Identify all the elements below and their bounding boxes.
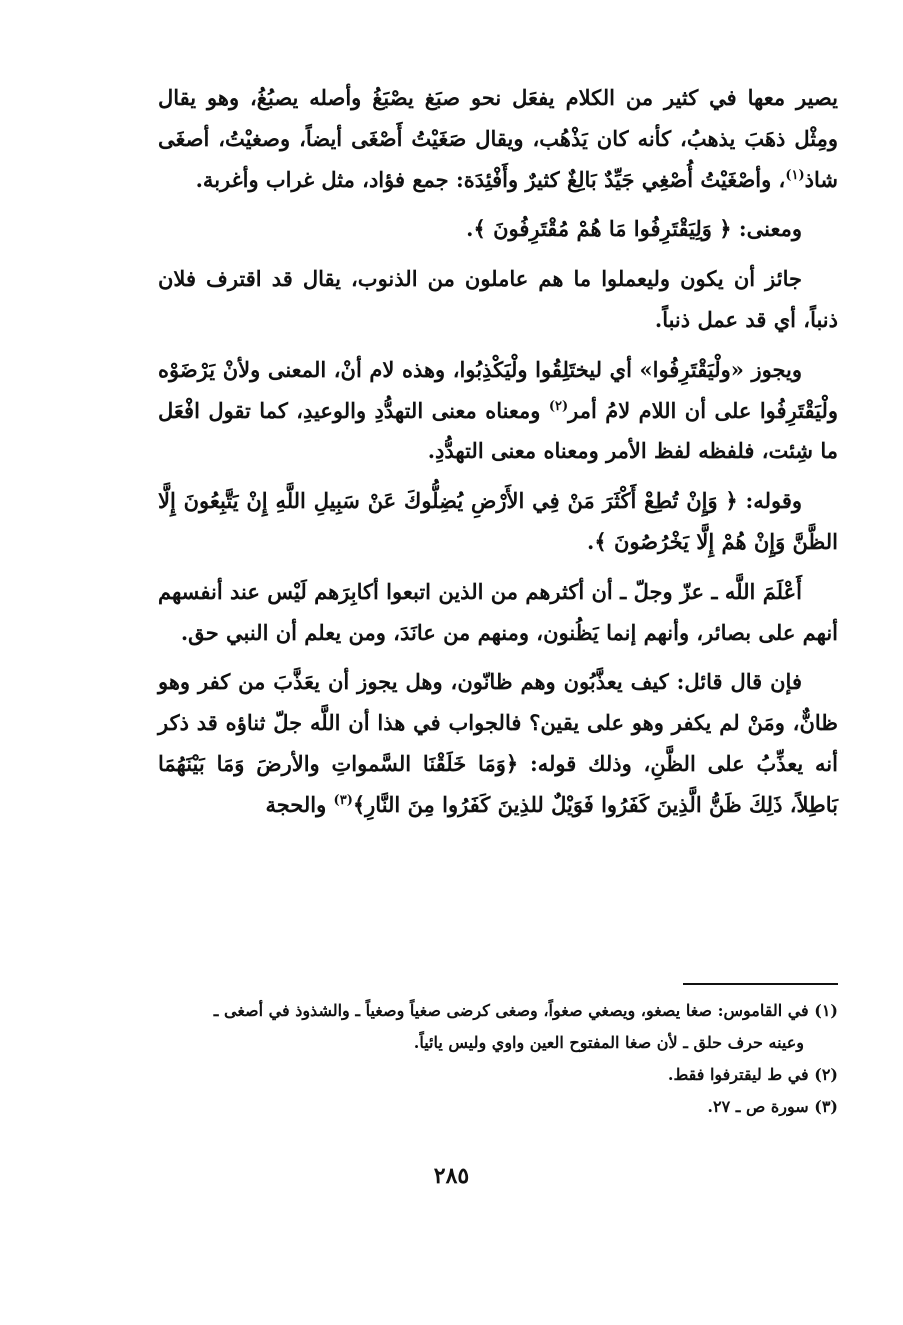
footnote-ref-2[interactable]: (٢) (548, 398, 569, 414)
paragraph-2: ومعنى: ﴿ وَلِيَقْتَرِفُوا مَا هُمْ مُقْتَرِفُونَ ﴾. (466, 216, 802, 242)
footnotes (158, 995, 838, 1123)
paragraph-7: فإن قال قائل: كيف يعذَّبُون وهم ظانّون، وهل يجوز أن يعَذَّبَ من كفر وهو ظانٌّ، ومَنْ لم يكفر وهو على يقين؟ فالجواب في هذا أن اللَّه جلّ ثناؤه قد ذكر أنه يعذِّبُ على الظَّنِ، وذلك قوله: ﴿وَمَا خَلَقْنَا السَّمواتِ والأرضَ وَمَا بَيْنَهُمَا بَاطِلاً، ذَلِكَ ظَنُّ الَّذِينَ كَفَرُوا فَوَيْلٌ للذِينَ كَفَرُوا مِنَ النَّارِ﴾$^{(٣)}$ والحجة (158, 669, 838, 817)
footnote-2: (٢) في ط ليقترفوا فقط. (667, 1065, 838, 1084)
paragraph-5: وقوله: ﴿ وَإِنْ تُطِعْ أَكْثَرَ مَنْ فِي الأَرْضِ يُضِلُّوكَ عَنْ سَبِيلِ اللَّهِ إِنْ يَتَّبِعُونَ إِلَّا الظَّنَّ وَإِنْ هُمْ إِلَّا يَخْرُصُونَ ﴾. (158, 488, 838, 554)
footnote-3: (٣) سورة ص ـ ٢٧. (707, 1097, 838, 1116)
footnote-ref-3[interactable]: (٣) (333, 792, 353, 808)
footnote-1-continuation: وعينه حرف حلق ـ لأن صغا المفتوح العين واوي وليس يائياً. (413, 1033, 804, 1052)
main-text (158, 78, 838, 835)
footnote-ref-1[interactable]: (١) (785, 167, 805, 183)
footnote-divider (683, 983, 838, 985)
footnote-1: (١) في القاموس: صغا يصغو، ويصغي صغواً، وصغى كرضى صغياً وصغياً ـ والشذوذ في أصغى ـ (213, 1001, 838, 1020)
paragraph-3: جائز أن يكون وليعملوا ما هم عاملون من الذنوب، يقال قد اقترف فلان ذنباً، أي قد عمل ذنباً. (158, 266, 838, 332)
paragraph-4: ويجوز «ولْيَقْتَرِفُوا» أي ليختَلِقُوا ولْيَكْذِبُوا، وهذه لام أنْ، المعنى ولأنْ يَرْضَوْه ولْيَقْتَرِفُوا على أن اللام لامُ أمر$^{(٢)}$ ومعناه معنى التهدُّدِ والوعيدِ، كما تقول افْعَل ما شِئت، فلفظه لفظ الأمر ومعناه معنى التهدُّدِ. (158, 356, 838, 464)
page-number: ٢٨٥ (433, 1163, 470, 1189)
paragraph-6: أَعْلَمَ اللَّه ـ عزّ وجلّ ـ أن أكثرهم من الذين اتبعوا أكابِرَهم لَيْس عند أنفسهم أنهم على بصائر، وأنهم إنما يَظُنون، ومنهم من عانَدَ، ومن يعلم أن النبي حق. (158, 578, 838, 645)
paragraph-1: يصير معها في كثير من الكلام يفعَل نحو صبَغ يصْبَغُ وأصله يصبُغُ، وهو يقال ومِثْل ذهَبَ يذهبُ، كأنه كان يَذْهُب، ويقال صَغَيْتُ أَصْغَى أيضاً، وصغيْتُ، أصغَى شاذ$^{(١)}$، وأصْغَيْتُ أُصْغِي جَيِّدٌ بَالِغٌ كثيرٌ وأَفْئِدَة: جمع فؤاد، مثل غراب وأغربة. (158, 85, 838, 192)
